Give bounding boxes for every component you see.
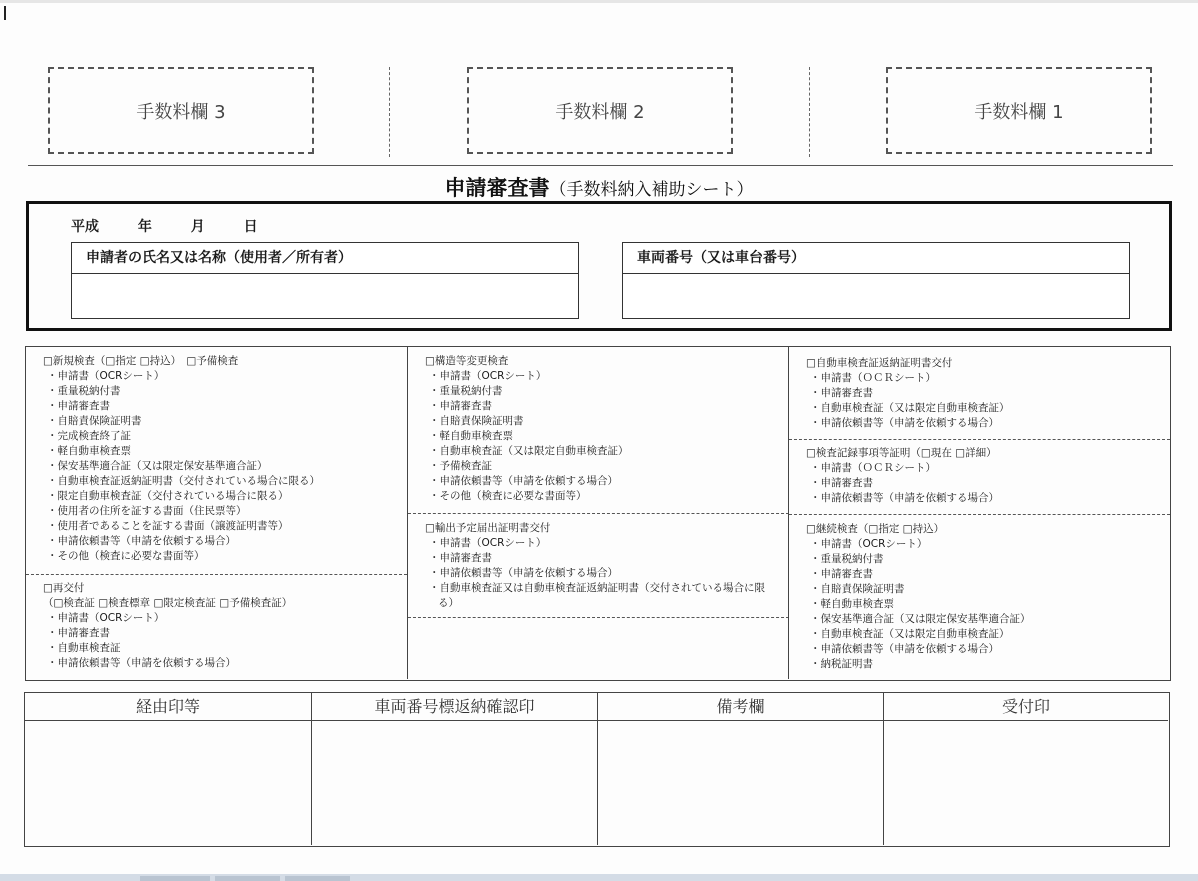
title-main: 申請審査書 [444, 176, 550, 200]
list-item: ・保安基準適合証（又は限定保安基準適合証） [810, 613, 1031, 625]
section-export [408, 521, 789, 611]
list-item: ・申請依頼書等（申請を依頼する場合） [810, 417, 999, 429]
list-item: ・納税証明書 [810, 658, 873, 670]
applicant-name-label: 申請者の氏名又は名称（使用者／所有者） [72, 243, 578, 274]
list-item: ・申請審査書 [429, 552, 492, 564]
section-subheading: （□検査証 □検査標章 □限定検査証 □予備検査証） [43, 597, 293, 609]
section-return-certificate [789, 356, 1170, 431]
list-item: ・重量税納付書 [810, 553, 884, 565]
list-item: ・申請書（OCRシート） [47, 612, 165, 624]
list-item: ・自動車検査証（又は限定自動車検査証） [810, 402, 1010, 414]
section-heading: □輸出予定届出証明書交付 [425, 522, 551, 534]
applicant-frame [26, 201, 1172, 331]
stamp-cell-reception[interactable] [883, 693, 1168, 845]
list-item: ・申請書（ＯＣＲシート） [810, 372, 936, 384]
date-row [71, 216, 292, 236]
page-edge [0, 0, 1198, 3]
vehicle-number-label: 車両番号（又は車台番号） [623, 243, 1129, 274]
list-item: ・申請依頼書等（申請を依頼する場合） [429, 475, 618, 487]
list-item: ・申請依頼書等（申請を依頼する場合） [47, 657, 236, 669]
list-item: ・申請審査書 [810, 568, 873, 580]
list-item: ・自賠責保険証明書 [429, 415, 524, 427]
list-item: ・申請書（OCRシート） [47, 370, 165, 382]
column-left [26, 347, 407, 679]
stamp-header: 受付印 [884, 693, 1168, 721]
stamp-header: 備考欄 [598, 693, 883, 721]
list-item: ・自動車検査証（又は限定自動車検査証） [810, 628, 1010, 640]
day-label: 日 [243, 219, 258, 235]
section-heading: □構造等変更検査 [425, 355, 509, 367]
list-item: ・軽自動車検査票 [47, 445, 131, 457]
list-item: ・申請依頼書等（申請を依頼する場合） [810, 643, 999, 655]
list-item: ・軽自動車検査票 [429, 430, 513, 442]
list-item: ・申請審査書 [810, 477, 873, 489]
list-item: ・自動車検査証返納証明書（交付されている場合に限る） [47, 475, 320, 487]
list-item: ・その他（検査に必要な書面等） [47, 550, 205, 562]
list-item: ・申請審査書 [47, 400, 110, 412]
title-sub: （手数料納入補助シート） [549, 180, 754, 200]
divider [28, 165, 1173, 166]
applicant-name-field[interactable] [71, 242, 579, 319]
list-item: ・自動車検査証 [47, 642, 121, 654]
requirements-table [25, 346, 1171, 681]
section-continuing-inspection [789, 522, 1170, 672]
vehicle-number-field[interactable] [622, 242, 1130, 319]
section-divider [408, 617, 789, 618]
fee-box-2 [467, 67, 733, 154]
scan-edge-mark [140, 876, 210, 881]
list-item: ・申請書（OCRシート） [429, 537, 547, 549]
list-item: ・申請審査書 [47, 627, 110, 639]
fee-box-label: 手数料欄 3 [136, 101, 226, 123]
list-item: ・申請依頼書等（申請を依頼する場合） [810, 492, 999, 504]
list-item: ・申請書（OCRシート） [429, 370, 547, 382]
list-item: ・自賠責保険証明書 [810, 583, 905, 595]
list-item: ・申請依頼書等（申請を依頼する場合） [47, 535, 236, 547]
list-item: ・限定自動車検査証（交付されている場合に限る） [47, 490, 289, 502]
month-label: 月 [190, 219, 205, 235]
column-right [788, 347, 1170, 679]
cut-line [809, 67, 810, 157]
section-modification [408, 354, 789, 504]
section-heading: □継続検査（□指定 □持込） [806, 523, 945, 535]
list-item: ・自動車検査証又は自動車検査証返納証明書（交付されている場合に限る） [429, 582, 765, 609]
section-divider [26, 574, 407, 575]
fee-box-label: 手数料欄 1 [974, 101, 1064, 123]
list-item: ・申請審査書 [810, 387, 873, 399]
fee-box-3 [48, 67, 314, 154]
list-item: ・自賠責保険証明書 [47, 415, 142, 427]
list-item: ・使用者の住所を証する書面（住民票等） [47, 505, 247, 517]
list-item: ・申請依頼書等（申請を依頼する場合） [429, 567, 618, 579]
year-label: 年 [137, 219, 152, 235]
stamp-cell-plate-return[interactable] [311, 693, 597, 845]
list-item: ・保安基準適合証（又は限定保安基準適合証） [47, 460, 268, 472]
scan-edge-mark [215, 876, 280, 881]
section-heading: □新規検査（□指定 □持込） □予備検査 [43, 355, 239, 367]
section-divider [789, 439, 1170, 440]
stamp-cell-routing[interactable] [25, 693, 311, 845]
stamp-table [24, 692, 1170, 847]
scan-edge-mark [285, 876, 350, 881]
era-label: 平成 [71, 219, 99, 235]
list-item: ・自動車検査証（又は限定自動車検査証） [429, 445, 629, 457]
fee-box-1 [886, 67, 1152, 154]
stamp-header: 経由印等 [25, 693, 311, 721]
list-item: ・その他（検査に必要な書面等） [429, 490, 587, 502]
list-item: ・申請書（ＯＣＲシート） [810, 462, 936, 474]
column-middle [407, 347, 789, 679]
list-item: ・申請書（OCRシート） [810, 538, 928, 550]
document-title [0, 172, 1198, 202]
list-item: ・軽自動車検査票 [810, 598, 894, 610]
section-divider [789, 514, 1170, 515]
section-divider [408, 513, 789, 514]
section-new-inspection [26, 354, 407, 564]
section-heading: □再交付 [43, 582, 85, 594]
stamp-header: 車両番号標返納確認印 [312, 693, 597, 721]
list-item: ・申請審査書 [429, 400, 492, 412]
list-item: ・重量税納付書 [47, 385, 121, 397]
list-item: ・予備検査証 [429, 460, 492, 472]
section-record-certificate [789, 446, 1170, 506]
list-item: ・重量税納付書 [429, 385, 503, 397]
section-heading: □検査記録事項等証明（□現在 □詳細） [806, 447, 997, 459]
list-item: ・使用者であることを証する書面（譲渡証明書等） [47, 520, 289, 532]
stamp-cell-remarks[interactable] [597, 693, 883, 845]
section-heading: □自動車検査証返納証明書交付 [806, 357, 953, 369]
cut-line [389, 67, 390, 157]
section-reissue [26, 581, 407, 671]
fee-box-label: 手数料欄 2 [555, 101, 645, 123]
list-item: ・完成検査終了証 [47, 430, 131, 442]
corner-mark [4, 6, 6, 20]
